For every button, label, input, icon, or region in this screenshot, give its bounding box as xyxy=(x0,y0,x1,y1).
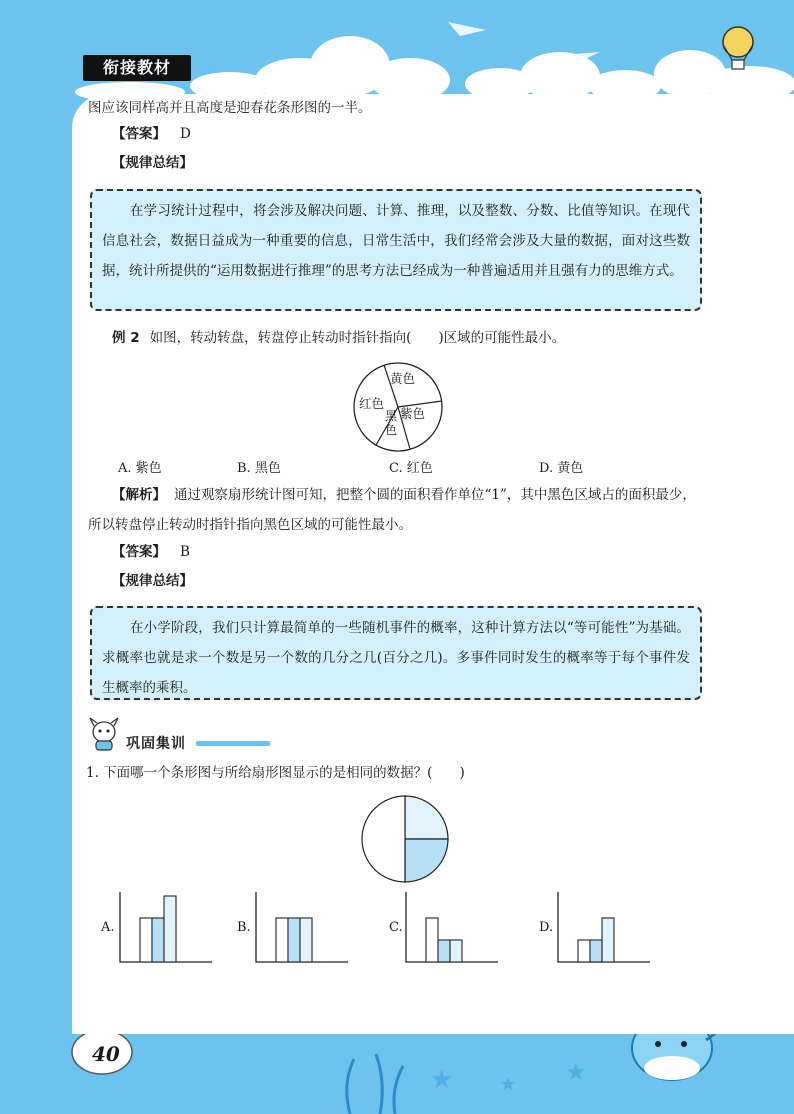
svg-text:★: ★ xyxy=(565,1058,587,1086)
question-1: 1. 下面哪一个条形图与所给扇形图显示的是相同的数据？( ) xyxy=(86,765,465,781)
summary-1-label: 【规律总结】 xyxy=(112,155,193,171)
bar-option-d-label: D. xyxy=(539,920,554,935)
bar-chart-c xyxy=(404,890,500,964)
answer-2-value: B xyxy=(180,544,190,560)
bar-option-a-label: A. xyxy=(101,920,115,935)
intro-line: 图应该同样高并且高度是迎春花条形图的一半。 xyxy=(88,100,372,116)
bar-3 xyxy=(164,896,176,962)
bar-chart-a xyxy=(118,890,214,964)
bar-2 xyxy=(438,940,450,962)
summary-2-text: 在小学阶段，我们只计算最简单的一些随机事件的概率，这种计算方法以“等可能性”为基础。求概率也就是求一个数是另一个数的几分之几(百分之几)。多事件同时发生的概率等于每个事件发生概率的乘积。 xyxy=(102,620,690,696)
answer-2 xyxy=(112,542,190,562)
bar-1 xyxy=(578,940,590,962)
option-c: C. 红色 xyxy=(389,461,433,476)
answer-1-value: D xyxy=(180,126,191,142)
bar-1 xyxy=(426,918,438,962)
pie-slice-left-half xyxy=(362,796,405,882)
summary-2-label: 【规律总结】 xyxy=(112,573,193,589)
bar-1 xyxy=(140,918,152,962)
question-pie-chart xyxy=(360,794,450,884)
bar-option-c-label: C. xyxy=(389,920,403,935)
example-2-text: 如图，转动转盘，转盘停止转动时指针指向( )区域的可能性最小。 xyxy=(149,330,566,346)
option-a: A. 紫色 xyxy=(118,461,162,476)
bar-3 xyxy=(300,918,312,962)
svg-text:★: ★ xyxy=(500,1074,517,1095)
sector-label-black: 黑色 xyxy=(385,409,398,437)
summary-2-box xyxy=(90,606,702,700)
paper-plane-icon xyxy=(448,22,600,66)
hot-air-balloon-icon xyxy=(723,27,753,69)
bar-option-b-label: B. xyxy=(237,920,251,935)
bar-2 xyxy=(152,918,164,962)
answer-2-label: 【答案】 xyxy=(112,544,166,560)
bar-3 xyxy=(602,918,614,962)
bar-2 xyxy=(288,918,300,962)
example-2-label: 例 2 xyxy=(112,330,140,346)
svg-text:★: ★ xyxy=(430,1065,454,1095)
sector-label-red: 红色 xyxy=(359,396,385,411)
mascot-icon xyxy=(84,716,124,752)
answer-1-label: 【答案】 xyxy=(112,126,166,142)
section-underline xyxy=(196,741,270,746)
bar-chart-b xyxy=(254,890,350,964)
page-number: 40 xyxy=(92,1042,120,1066)
pie-slice-top-right xyxy=(405,796,448,839)
answer-1 xyxy=(112,124,191,144)
analysis-label: 【解析】 xyxy=(112,487,166,503)
section-title: 巩固集训 xyxy=(126,736,186,752)
sector-label-purple: 紫色 xyxy=(400,406,426,421)
example-2-question xyxy=(112,328,565,348)
summary-1-box xyxy=(90,189,702,311)
bar-chart-d xyxy=(556,890,652,964)
header-badge: 衔接教材 xyxy=(83,55,191,81)
bar-1 xyxy=(276,918,288,962)
pie-slice-bottom-right xyxy=(405,839,448,882)
analysis xyxy=(88,480,702,540)
bar-2 xyxy=(590,940,602,962)
option-d: D. 黄色 xyxy=(539,461,584,476)
option-b: B. 黑色 xyxy=(237,461,281,476)
analysis-text: 通过观察扇形统计图可知，把整个圆的面积看作单位“1”，其中黑色区域占的面积最少，所以转盘停止转动时指针指向黑色区域的可能性最小。 xyxy=(88,487,696,533)
summary-1-text: 在学习统计过程中，将会涉及解决问题、计算、推理，以及整数、分数、比值等知识。在现代信息社会，数据日益成为一种重要的信息，日常生活中，我们经常会涉及大量的数据，面对这些数据，统计所提供的“运用数据进行推理”的思考方法已经成为一种普遍适用并且强有力的思维方式。 xyxy=(102,203,690,279)
sector-label-yellow: 黄色 xyxy=(390,371,416,386)
bar-3 xyxy=(450,940,462,962)
